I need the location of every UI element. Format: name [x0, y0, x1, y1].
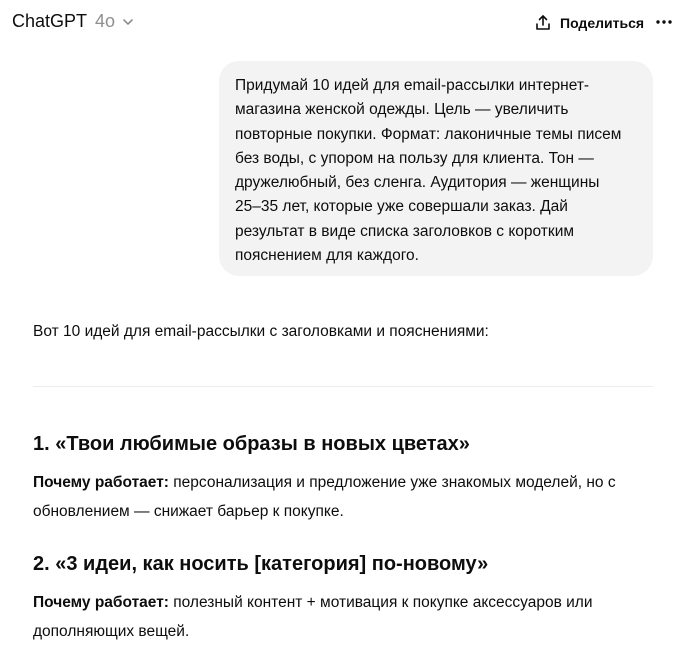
user-message-line: магазина женской одежды. Цель — увеличить — [235, 101, 569, 119]
model-version: 4o — [95, 11, 116, 31]
why-label: Почему работает: — [33, 474, 169, 491]
share-button[interactable] — [528, 9, 650, 37]
user-message-line: пояснением для каждого. — [235, 247, 419, 265]
more-options-button[interactable] — [652, 10, 676, 34]
why-text: персонализация и предложение уже знакомых моделей, но с — [168, 474, 616, 491]
share-label: Поделиться — [560, 15, 645, 31]
idea-explanation — [33, 588, 653, 646]
model-switcher[interactable] — [12, 11, 135, 32]
user-message-line: результат в виде списка заголовков с коротким — [235, 222, 575, 240]
divider — [33, 386, 653, 387]
idea-title: 1. «Твои любимые образы в новых цветах» — [33, 433, 470, 455]
user-message-line: без воды, с упором на пользу для клиента. Тон — — [235, 149, 594, 167]
idea-explanation — [33, 468, 653, 526]
idea-explanation-line: дополняющих вещей. — [33, 623, 190, 640]
share-icon — [534, 14, 552, 32]
idea-explanation-line: обновлением — снижает барьер к покупке. — [33, 503, 344, 520]
why-text: полезный контент + мотивация к покупке аксессуаров или — [168, 594, 593, 611]
idea-explanation-line — [33, 588, 653, 617]
user-message-line: Придумай 10 идей для email-рассылки интернет- — [235, 77, 590, 94]
header — [0, 0, 677, 46]
user-message-line: повторные покупки. Формат: лаконичные темы писем — [235, 125, 622, 143]
chevron-down-icon — [121, 15, 135, 29]
user-message-line: 25–35 лет, которые уже совершали заказ. Дай — [235, 198, 568, 216]
user-message-line: дружелюбный, без сленга. Аудитория — женщины — [235, 174, 600, 192]
user-message-bubble — [219, 61, 653, 276]
idea-explanation-line — [33, 468, 653, 497]
model-name: ChatGPT — [12, 11, 88, 31]
more-horizontal-icon — [654, 12, 674, 32]
assistant-intro: Вот 10 идей для email-рассылки с заголовками и пояснениями: — [33, 323, 489, 340]
idea-title: 2. «3 идеи, как носить [категория] по-новому» — [33, 553, 489, 575]
why-label: Почему работает: — [33, 594, 169, 611]
